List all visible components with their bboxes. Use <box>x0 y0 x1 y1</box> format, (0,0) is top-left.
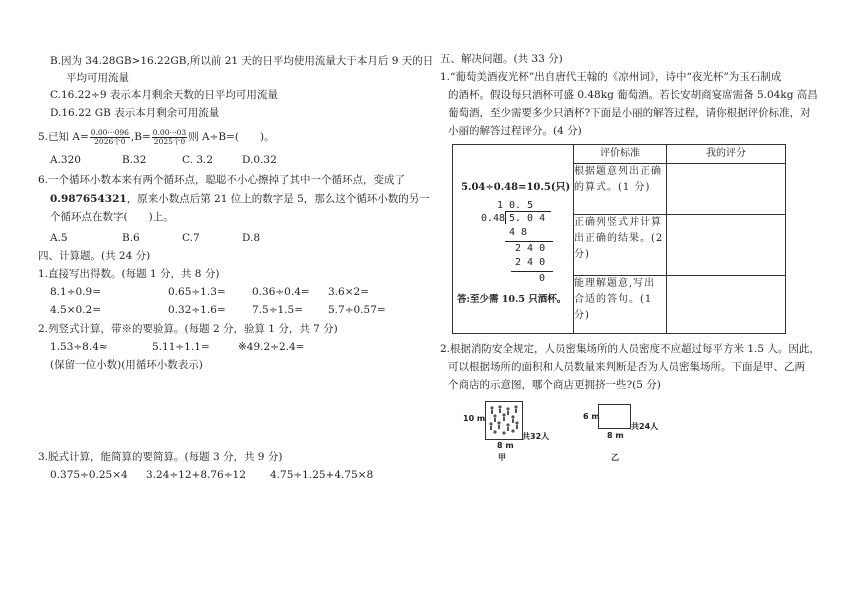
long-division-step: 2 4 0 <box>515 243 546 254</box>
rubric-score-cell-3 <box>667 276 786 334</box>
store-yi-people-label: 共24人 <box>631 422 659 431</box>
fraction-b-number: 0.00···03 <box>152 127 187 137</box>
q5-option-d: D.0.32 <box>242 154 277 166</box>
calc-2-item: 5.11÷1.1= <box>152 341 210 353</box>
section-5-heading: 五、解决问题。(共 33 分) <box>440 53 563 65</box>
calc-2-items <box>50 340 304 354</box>
store-yi-height-label: 6 m <box>583 412 600 421</box>
q6-option-a: A.5 <box>50 232 68 244</box>
problem-2-line2: 可以根据场所的面积和人员数量来判断是否为人员密集场所。下面是甲、乙两 <box>448 361 805 373</box>
calc-3-items <box>50 468 373 482</box>
rubric-criterion-1: 根据题意列出正确的算式。(1 分) <box>574 164 667 215</box>
long-division-divisor: 0.48 <box>481 213 506 224</box>
student-equation: 5.04÷0.48=10.5(只) <box>461 182 571 193</box>
calc-1-item: 3.6×2= <box>328 286 369 298</box>
store-jia-people-label: 共32人 <box>522 432 550 441</box>
long-division-step: 2 4 0 <box>515 257 546 268</box>
calc-3-item: 3.24÷12+8.76÷12 <box>146 469 246 481</box>
q4-option-b-line2: 平均可用流量 <box>66 72 129 84</box>
calc-1-item: 0.32÷1.6= <box>168 304 226 316</box>
calc-1-title: 1.直接写出得数。(每题 1 分，共 8 分) <box>38 268 220 280</box>
store-jia-name: 甲 <box>498 453 506 462</box>
rubric-score-cell-2 <box>667 215 786 276</box>
problem-1-line3: 葡萄酒，至少需要多少只酒杯?下面是小丽的解答过程，请你根据评价标准，对 <box>448 107 811 119</box>
long-division-quotient: 1 0. 5 <box>497 200 534 211</box>
calc-2-notes <box>50 358 203 372</box>
calc-1-item: 4.5×0.2= <box>50 304 101 316</box>
rubric-header-criteria: 评价标准 <box>574 145 667 164</box>
q5-option-c: C. 3.2 <box>182 154 214 166</box>
calc-1-item: 8.1÷0.9= <box>50 286 101 298</box>
q6-options <box>50 231 260 245</box>
store-jia-height-label: 10 m <box>463 414 486 423</box>
problem-1-line1: 1.“葡萄美酒夜光杯”出自唐代王翰的《凉州词》，诗中“夜光杯”为玉石制成 <box>440 71 782 83</box>
problem-1-line4: 小丽的解答过程评分。(4 分) <box>448 125 582 137</box>
store-jia-diagram <box>485 401 523 440</box>
student-work <box>453 145 573 333</box>
long-division-step: 0 <box>539 273 546 284</box>
q6-option-d: D.8 <box>242 232 261 244</box>
store-yi-diagram <box>598 404 631 429</box>
calc-3-title: 3.脱式计算，能简算的要简算。(每题 3 分，共 9 分) <box>38 451 283 463</box>
rubric-header-score: 我的评分 <box>667 145 786 164</box>
rubric-criterion-3: 能理解题意,写出合适的答句。(1 分) <box>574 276 667 334</box>
rubric-score-cell-1 <box>667 164 786 215</box>
q5-prefix: 5.已知 A= <box>38 131 89 143</box>
store-jia-people-pattern <box>486 402 522 439</box>
q5-suffix: 则 A÷B=( )。 <box>188 131 275 143</box>
problem-2-line1: 2.根据消防安全规定，人员密集场所的人员密度不应超过每平方米 1.5 人。因此， <box>440 343 820 355</box>
calc-3-item: 0.375÷0.25×4 <box>50 469 128 481</box>
q4-option-c: C.16.22÷9 表示本月剩余天数的日平均可用流量 <box>50 89 278 101</box>
calc-2-note-round: (保留一位小数) <box>50 359 122 371</box>
q5-options <box>50 153 277 167</box>
calc-1-item: 0.65÷1.3= <box>168 286 226 298</box>
calc-2-item: 1.53÷8.4≈ <box>50 341 108 353</box>
q5-mid: ,B= <box>130 131 151 143</box>
calc-1-item: 7.5÷1.5= <box>252 304 303 316</box>
long-division-bracket <box>505 211 506 224</box>
fraction-a-zeros: 2026个0 <box>94 136 126 146</box>
calc-2-item: ※49.2÷2.4= <box>238 341 305 353</box>
section-4-heading: 四、计算题。(共 24 分) <box>38 250 151 262</box>
problem-1-line2: 的酒杯。假设每只酒杯可盛 0.48kg 葡萄酒。若长安胡商宴席需备 5.04kg 高昌 <box>448 89 818 101</box>
long-division-step: 4 8 <box>509 227 528 238</box>
store-yi-name: 乙 <box>611 453 619 462</box>
calc-2-title: 2.列竖式计算，带※的要验算。(每题 2 分，验算 1 分，共 7 分) <box>38 323 338 335</box>
calc-1-row1 <box>50 285 369 299</box>
calc-3-item: 4.75÷1.25+4.75×8 <box>270 469 374 481</box>
student-answer-sentence: 答:至少需 10.5 只酒杯。 <box>457 294 567 305</box>
calc-1-row2 <box>50 303 386 317</box>
calc-1-item: 0.36÷0.4= <box>252 286 310 298</box>
q6-line2-rest: ，原来小数点后第 21 位上的数字是 5，那么这个循环小数的另一 <box>126 193 430 205</box>
q6-decimal-number: 0.987654321 <box>50 193 127 205</box>
q4-option-b-line1: B.因为 34.28GB>16.22GB,所以前 21 天的日平均使用流量大于本月后 9 天的日 <box>50 55 434 67</box>
q5-option-a: A.320 <box>50 154 81 166</box>
q6-line3: 个循环点在数字( )上。 <box>50 211 174 223</box>
q6-option-c: C.7 <box>182 232 200 244</box>
fraction-b <box>152 129 187 146</box>
question-5-stem <box>38 127 275 147</box>
store-yi-width-label: 8 m <box>607 431 624 440</box>
student-work-cell <box>453 145 574 334</box>
rubric-criterion-2: 正确列竖式并计算出正确的结果。(2 分) <box>574 215 667 276</box>
long-division-dividend: 5. 0 4 <box>509 213 546 224</box>
q5-option-b: B.32 <box>122 154 147 166</box>
calc-2-note-repeat: (用循环小数表示) <box>121 359 203 371</box>
q6-option-b: B.6 <box>122 232 140 244</box>
problem-2-line3: 个商店的示意图，哪个商店更拥挤一些?(5 分) <box>448 379 661 391</box>
calc-1-item: 5.7÷0.57= <box>328 304 386 316</box>
fraction-a-number: 0.00···096 <box>90 127 129 137</box>
store-jia-width-label: 8 m <box>497 441 514 450</box>
fraction-b-zeros: 2025个0 <box>153 136 186 146</box>
fraction-a <box>90 129 130 146</box>
grading-rubric-table <box>452 144 786 334</box>
q6-line2 <box>50 192 430 206</box>
long-division-rule <box>511 271 553 272</box>
q6-line1: 6.一个循环小数本来有两个循环点，聪聪不小心擦掉了其中一个循环点，变成了 <box>38 174 406 186</box>
q4-option-d: D.16.22 GB 表示本月剩余可用流量 <box>50 107 220 119</box>
